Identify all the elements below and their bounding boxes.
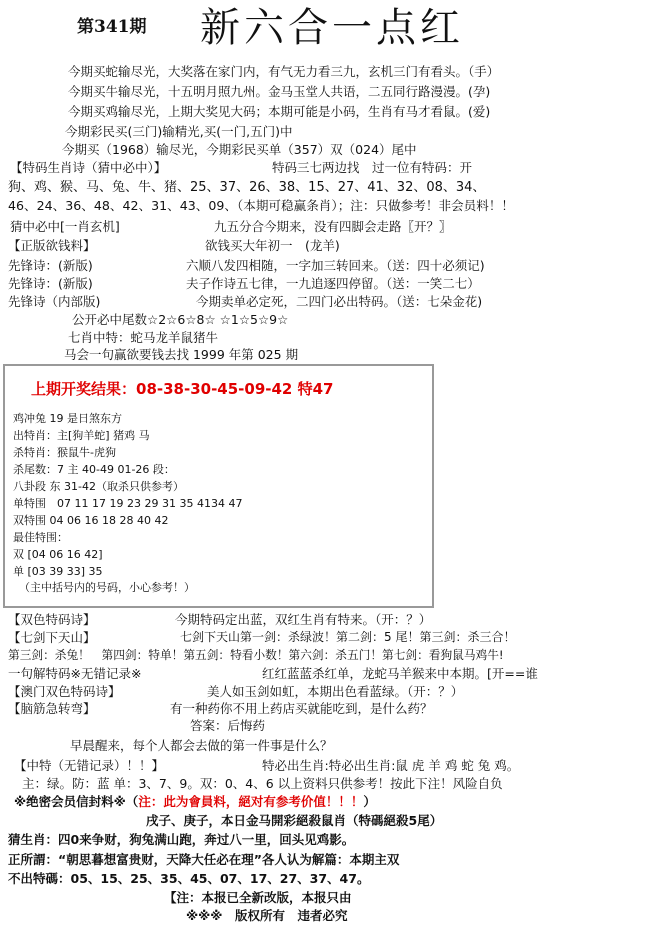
- main-line: 主：绿。防：蓝 单：3、7、9。双：0、4、6 以上资料只供参考！按此下注！风险自负: [22, 776, 503, 791]
- result-line-10: 单 [03 39 33] 35: [13, 565, 103, 578]
- macau-text: 美人如玉剑如虹，本期出色看蓝绿。（开：？）: [207, 684, 464, 699]
- footer-copyright: ※※※ 版权所有 违者必究: [186, 908, 348, 923]
- guess-right: 九五分合今期来，没有四脚会走路〖开？〗: [214, 219, 452, 234]
- seven-zodiac: 七肖中特：蛇马龙羊鼠猪牛: [68, 330, 219, 345]
- double-color-heading: 【双色特码诗】: [8, 612, 96, 627]
- pioneer-label-1: 先锋诗：(新版): [8, 258, 93, 273]
- result-line-9: 双 [04 06 16 42]: [13, 548, 103, 561]
- intro-line-4: 今期彩民买(三门)输精光,买(一门,五门)中: [65, 124, 293, 139]
- guess-left: 猜中必中[一肖玄机]: [10, 219, 120, 234]
- pioneer-text-2: 夫子作诗五七律，一九追逐四停留。（送：一笑二七）: [186, 276, 480, 291]
- result-line-6: 单特围 07 11 17 19 23 29 31 35 4134 47: [13, 497, 243, 510]
- double-color-text: 今期特码定出蓝，双红生肖有特来。（开：？）: [175, 612, 432, 627]
- intro-line-5: 今期买（1968）输尽光，今期彩民买单（357）双（024）尾中: [62, 142, 417, 157]
- vip-suffix: ）: [363, 794, 376, 809]
- result-line-11: （主中括号内的号码，小心参考！）: [19, 581, 195, 594]
- result-title: 上期开奖结果：08-38-30-45-09-42 特47: [31, 380, 334, 398]
- proverb-line: 正所謂：“朝思暮想富贵财，天降大任必在理”各人认为解篇：本期主双: [8, 852, 400, 867]
- intro-line-3: 今期买鸡输尽光，上期大奖见大码；本期可能是小码，生肖有马才看鼠。(爱): [68, 104, 491, 119]
- riddle-text: 有一种药你不用上药店买就能吃到，是什么药？: [170, 701, 433, 716]
- note-line: 【注：本报已全新改版，本报只由: [164, 890, 352, 905]
- page-title: 新六合一点红: [200, 5, 464, 51]
- result-line-7: 双特围 04 06 16 18 28 40 42: [13, 514, 169, 527]
- seven-sword-text: 七剑下天山第一剑：杀绿波！第二剑：5 尾！第三剑：杀三合！: [180, 630, 516, 644]
- riddle-heading: 【脑筋急转弯】: [8, 701, 96, 716]
- horse-club-line: 马会一句赢欲要钱去找 1999 年第 025 期: [64, 347, 299, 362]
- one-sentence-right: 红红蓝蓝杀红单，龙蛇马羊猴来中本期。[开==谁: [262, 666, 538, 681]
- result-box: [3, 364, 434, 608]
- money-heading: 【正版欲钱料】: [8, 238, 96, 253]
- result-line-5: 八卦段 东 31-42（取杀只供参考）: [13, 480, 184, 493]
- intro-line-2: 今期买牛输尽光，十五明月照九州。金马玉堂人共语，二五同行路漫漫。(孕): [68, 84, 491, 99]
- riddle-answer: 答案：后悔药: [190, 718, 266, 733]
- vip-prefix: ※绝密会员信封料※（: [14, 794, 139, 809]
- pioneer-label-2: 先锋诗：(新版): [8, 276, 93, 291]
- guess-zodiac-line: 猜生肖：四0来争财，狗兔满山跑，奔过八一里，回头见鸡影。: [8, 832, 355, 847]
- pioneer-text-1: 六顺八发四相随，一字加三转回来。（送：四十必须记): [186, 258, 485, 273]
- killing-line: 戌子、庚子，本日金马開彩絕殺鼠肖（特碼絕殺5尾）: [146, 813, 443, 828]
- result-line-3: 杀特肖：猴鼠牛-虎狗: [13, 446, 116, 459]
- sword-line-2: 第三剑：杀兔！ 第四剑：特单！第五剑：特看小数！第六剑：杀五门！第七剑：看狗鼠马鸡牛!: [8, 648, 504, 662]
- tail-numbers: 公开必中尾数☆2☆6☆8☆ ☆1☆5☆9☆: [72, 312, 289, 327]
- pioneer-label-3: 先锋诗（内部版): [8, 294, 101, 309]
- pioneer-text-3: 今期卖单必定死，二四门必出特码。（送：七朵金花): [196, 294, 483, 309]
- result-line-1: 鸡冲兔 19 是日煞东方: [13, 412, 122, 425]
- poem-heading: 【特码生肖诗（猜中必中）】: [10, 160, 167, 175]
- one-sentence-left: 一句解特码※无错记录※: [8, 666, 142, 681]
- seven-sword-heading: 【七剑下天山】: [8, 630, 96, 645]
- vip-red-note: 注：此为會員料，絕对有参考价值！！！: [138, 794, 364, 809]
- vip-line: [14, 794, 376, 809]
- result-line-2: 出特肖：主[狗羊蛇] 猪鸡 马: [13, 429, 150, 442]
- poem-numbers-2: 46、24、36、48、42、31、43、09、（本期可稳赢条肖）；注：只做参考！非会员料！！: [8, 198, 515, 213]
- zhongte-right: 特必出生肖:特必出生肖:鼠 虎 羊 鸡 蛇 兔 鸡。: [262, 758, 520, 773]
- macau-heading: 【澳门双色特码诗】: [8, 684, 121, 699]
- not-out-line: 不出特碼：05、15、25、35、45、07、17、27、37、47。: [8, 871, 370, 886]
- issue-number: 第341期: [77, 17, 147, 37]
- money-heading-right: 欲钱买大年初一 (龙羊): [205, 238, 340, 253]
- result-line-8: 最佳特围：: [13, 531, 68, 544]
- zhongte-left: 【中特（无错记录）！！】: [14, 758, 165, 773]
- poem-numbers-1: 狗、鸡、猴、马、兔、牛、猪、25、37、26、38、15、27、41、32、08、34、: [8, 180, 486, 195]
- intro-line-1: 今期买蛇输尽光，大奖落在家门内，有气无力看三九，玄机三门有看头。（手）: [68, 64, 500, 79]
- morning-question: 早晨醒来，每个人都会去做的第一件事是什么？: [70, 738, 333, 753]
- poem-heading-right: 特码三七两边找 过一位有特码：开: [272, 160, 473, 175]
- result-line-4: 杀尾数：7 主 40-49 01-26 段：: [13, 463, 175, 476]
